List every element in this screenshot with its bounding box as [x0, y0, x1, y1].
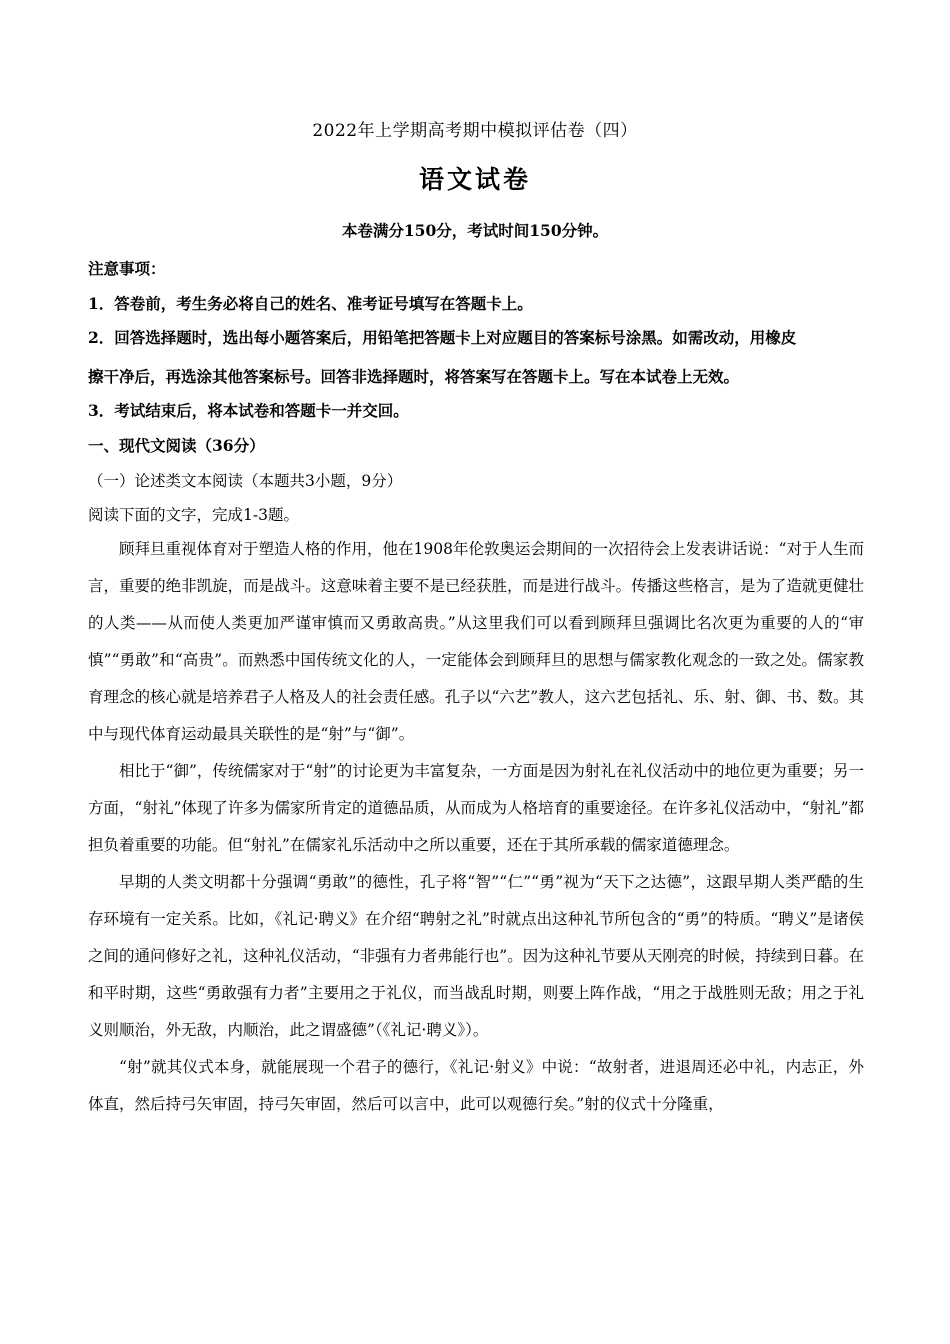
passage-paragraph: 相比于“御”，传统儒家对于“射”的讨论更为丰富复杂，一方面是因为射礼在礼仪活动中的地位更为重要；另一方面，“射礼”体现了许多为儒家所肯定的道德品质，从而成为人格培育的重要途径。在许多礼仪活动中，“射礼”都担负着重要的功能。但“射礼”在儒家礼乐活动中之所以重要，还在于其所承载的儒家道德理念。 [88, 762, 864, 854]
exam-info: 本卷满分150分，考试时间150分钟。 [341, 221, 609, 240]
notes-heading: 注意事项： [88, 259, 166, 278]
section-instruction: 阅读下面的文字，完成1-3题。 [88, 506, 299, 524]
reading-passage [88, 531, 864, 1123]
note-item: 擦干净后，再选涂其他答案标号。回答非选择题时，将答案写在答题卡上。写在本试卷上无效。 [88, 367, 740, 386]
page-title: 语文试卷 [418, 165, 531, 194]
note-item: 1．答卷前，考生务必将自己的姓名、准考证号填写在答题卡上。 [88, 294, 533, 313]
passage-paragraph: “射”就其仪式本身，就能展现一个君子的德行，《礼记·射义》中说：“故射者，进退周还必中礼，内志正，外体直，然后持弓矢审固，持弓矢审固，然后可以言中，此可以观德行矣。”射的仪式十分隆重， [88, 1058, 864, 1113]
passage-paragraph: 顾拜旦重视体育对于塑造人格的作用，他在1908年伦敦奥运会期间的一次招待会上发表讲话说：“对于人生而言，重要的绝非凯旋，而是战斗。这意味着主要不是已经获胜，而是进行战斗。传播这些格言，是为了造就更健壮的人类——从而使人类更加严谨审慎而又勇敢高贵。”从这里我们可以看到顾拜旦强调比名次更为重要的人的“审慎”“勇敢”和“高贵”。而熟悉中国传统文化的人，一定能体会到顾拜旦的思想与儒家教化观念的一致之处。儒家教育理念的核心就是培养君子人格及人的社会责任感。孔子以“六艺”教人，这六艺包括礼、乐、射、御、书、数。其中与现代体育运动最具关联性的是“射”与“御”。 [88, 540, 864, 743]
passage-paragraph: 早期的人类文明都十分强调“勇敢”的德性，孔子将“智”“仁”“勇”视为“天下之达德”，这跟早期人类严酷的生存环境有一定关系。比如，《礼记·聘义》在介绍“聘射之礼”时就点出这种礼节所包含的“勇”的特质。“聘义”是诸侯之间的通问修好之礼，这种礼仪活动，“非强有力者弗能行也”。因为这种礼节要从天刚亮的时候，持续到日暮。在和平时期，这些“勇敢强有力者”主要用之于礼仪，而当战乱时期，则要上阵作战，“用之于战胜则无敌；用之于礼义则顺治，外无敌，内顺治，此之谓盛德”（《礼记·聘义》）。 [88, 873, 864, 1039]
section-heading: 一、现代文阅读（36分） [88, 436, 265, 455]
note-item: 3．考试结束后，将本试卷和答题卡一并交回。 [88, 401, 409, 420]
note-item: 2．回答选择题时，选出每小题答案后，用铅笔把答题卡上对应题目的答案标号涂黑。如需改动，用橡皮 [88, 328, 797, 347]
exam-name: 2022年上学期高考期中模拟评估卷（四） [312, 121, 638, 141]
section-subheading: （一）论述类文本阅读（本题共3小题，9分） [88, 472, 403, 490]
